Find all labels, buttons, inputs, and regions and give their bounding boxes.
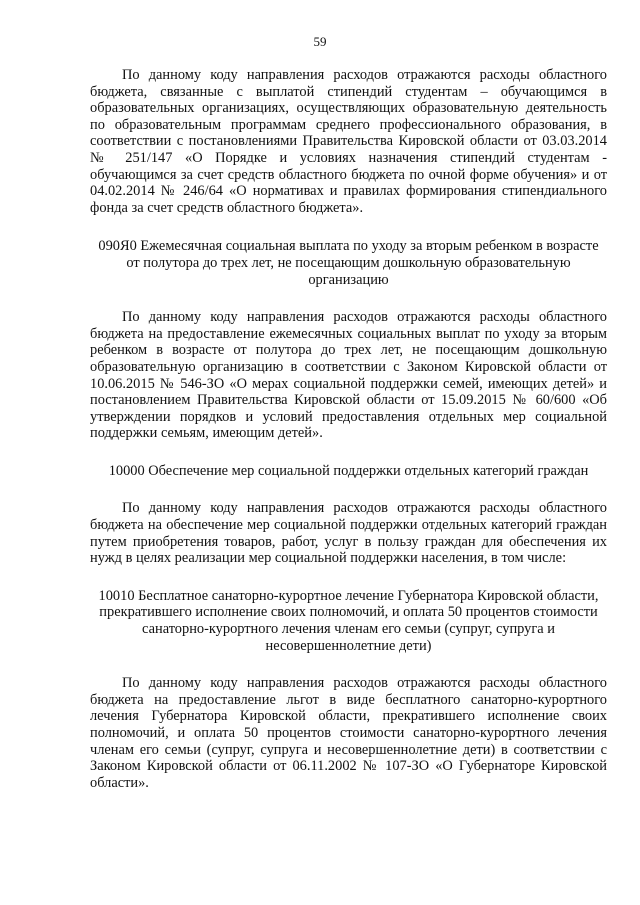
- section-heading-10010: 10010 Бесплатное санаторно-курортное лечение Губернатора Кировской области, прекратившего исполнение своих полномочий, и оплата 50 процентов стоимости санаторно-курортного лечения членам его семьи (супруг, супруга и несовершеннолетние дети): [98, 587, 599, 654]
- document-body: [90, 67, 607, 791]
- page-number: 59: [313, 34, 327, 49]
- paragraph-governor-treatment: По данному коду направления расходов отражаются расходы областного бюджета на предоставление льгот в виде бесплатного санаторно-курортного лечения Губернатора Кировской области, прекратившего исполнение своих полномочий, и оплата 50 процентов стоимости санаторно-курортного лечения членам его семьи (супруг, супруга и несовершеннолетние дети) в соответствии с Законом Кировской области от 06.11.2002 № 107-ЗО «О Губернаторе Кировской области».: [90, 675, 607, 791]
- section-heading-090ya0: 090Я0 Ежемесячная социальная выплата по уходу за вторым ребенком в возрасте от полутора до трех лет, не посещающим дошкольную образовательную организацию: [98, 238, 599, 288]
- section-heading-10000: 10000 Обеспечение мер социальной поддержки отдельных категорий граждан: [108, 462, 589, 479]
- paragraph-childcare-payment: По данному коду направления расходов отражаются расходы областного бюджета на предоставление ежемесячных социальных выплат по уходу за вторым ребенком в возрасте от полутора до трех лет, не посещающим дошкольную образовательную организацию в соответствии с Законом Кировской области от 10.06.2015 № 546-ЗО «О мерах социальной поддержки семей, имеющих детей» и постановлением Правительства Кировской области от 15.09.2015 № 60/600 «Об утверждении порядков и условий предоставления отдельных мер социальной поддержки семьям, имеющим детей».: [90, 309, 607, 442]
- paragraph-scholarships: По данному коду направления расходов отражаются расходы областного бюджета, связанные с выплатой стипендий студентам – обучающимся в образовательных организациях, осуществляющих образовательную деятельность по образовательным программам среднего профессионального образования, в соответствии с постановлениями Правительства Кировской области от 03.03.2014 № 251/147 «О Порядке и условиях назначения стипендий студентам - обучающимся за счет средств областного бюджета по очной форме обучения» и от 04.02.2014 № 246/64 «О нормативах и правилах формирования стипендиального фонда за счет средств областного бюджета».: [90, 67, 607, 216]
- paragraph-social-support: По данному коду направления расходов отражаются расходы областного бюджета на обеспечение мер социальной поддержки отдельных категорий граждан путем приобретения товаров, работ, услуг в пользу граждан для обеспечения их нужд в целях реализации мер социальной поддержки населения, в том числе:: [90, 500, 607, 567]
